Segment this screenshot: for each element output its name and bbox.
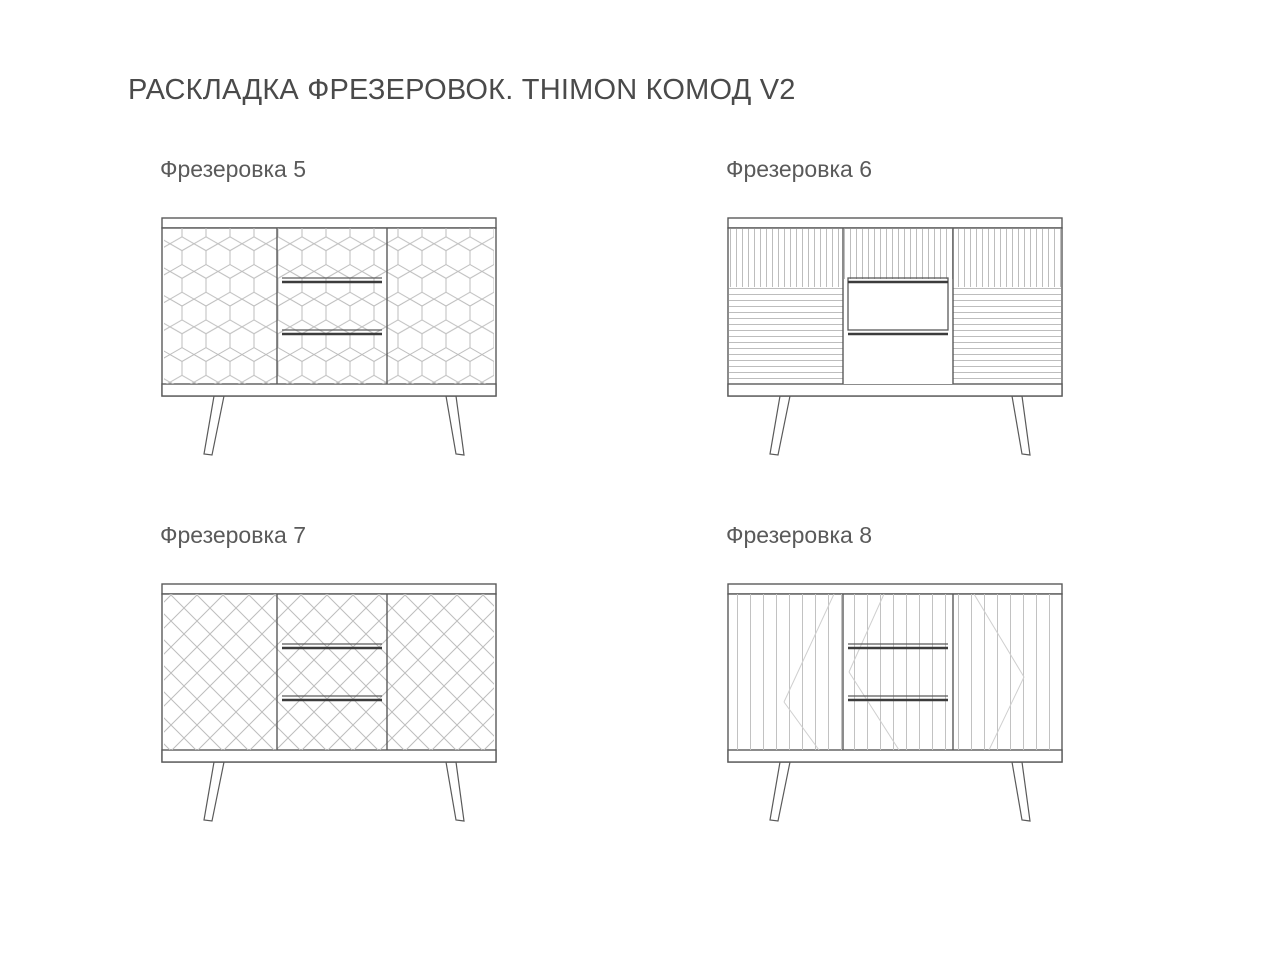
figure-panel-frezerovka-6 (694, 156, 1254, 486)
page-title: РАСКЛАДКА ФРЕЗЕРОВОК. THIMON КОМОД V2 (128, 74, 796, 106)
figure-panel-frezerovka-8 (694, 522, 1254, 852)
dresser-drawing-frezerovka-5 (158, 216, 508, 466)
panel-title-frezerovka-8: Фрезеровка 8 (726, 522, 872, 548)
panel-title-frezerovka-5: Фрезеровка 5 (160, 156, 306, 182)
dresser-drawing-frezerovka-6 (724, 216, 1074, 466)
figure-panel-frezerovka-7 (128, 522, 688, 852)
dresser-drawing-frezerovka-7 (158, 582, 508, 832)
figure-panel-frezerovka-5 (128, 156, 688, 486)
panel-title-frezerovka-7: Фрезеровка 7 (160, 522, 306, 548)
dresser-drawing-frezerovka-8 (724, 582, 1074, 832)
panel-title-frezerovka-6: Фрезеровка 6 (726, 156, 872, 182)
